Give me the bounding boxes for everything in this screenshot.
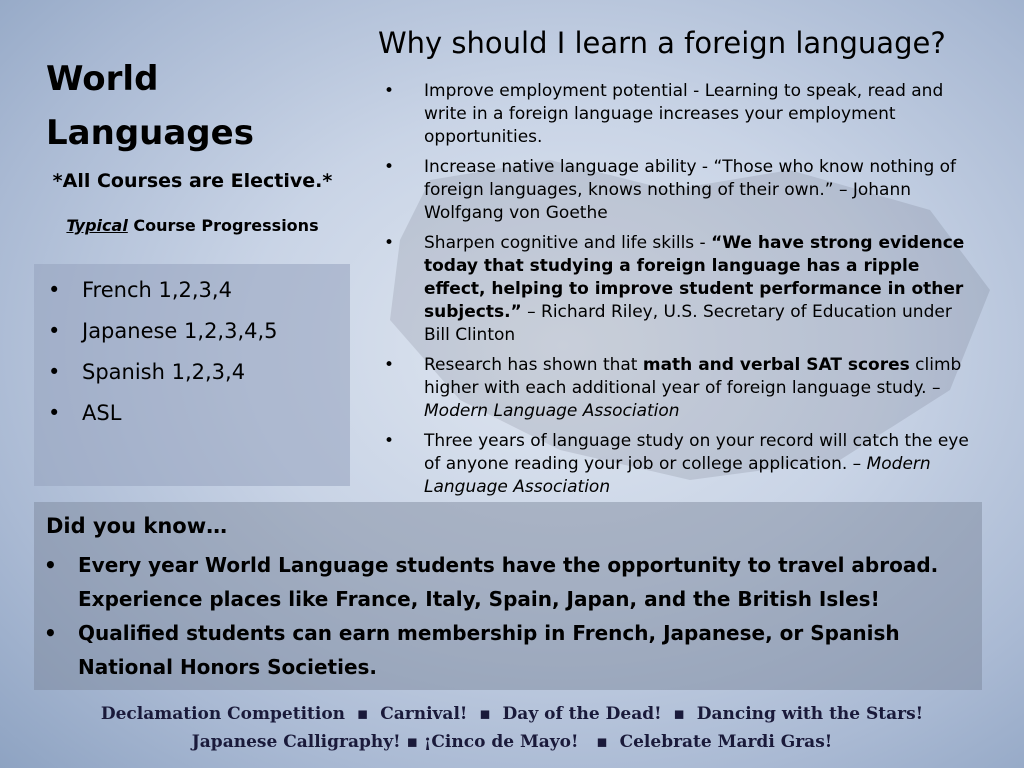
reason-attribution: – Richard Riley, U.S. Secretary of Education under Bill Clinton bbox=[424, 302, 952, 345]
reason-body: Improve employment potential - Learning to speak, read and write in a foreign language increases your employment opportunities. bbox=[424, 81, 944, 147]
did-you-know-box bbox=[34, 502, 982, 690]
events-line-2: Japanese Calligraphy! ▪ ¡Cinco de Mayo! ▪ Celebrate Mardi Gras! bbox=[191, 732, 833, 752]
course-label: Japanese 1,2,3,4,5 bbox=[82, 319, 278, 343]
bullet-icon: • bbox=[384, 81, 395, 101]
list-item bbox=[384, 156, 979, 225]
list-item bbox=[44, 548, 974, 616]
reason-source: Modern Language Association bbox=[424, 401, 680, 421]
list-item bbox=[48, 311, 350, 352]
list-item bbox=[384, 80, 979, 149]
bullet-icon: • bbox=[44, 621, 57, 645]
bullet-icon: • bbox=[44, 553, 57, 577]
title-line-1: World bbox=[46, 59, 159, 99]
bullet-icon: • bbox=[384, 355, 395, 375]
fact-text: Every year World Language students have the opportunity to travel abroad. Experience places like France, Italy, Spain, Japan, and the British Isles! bbox=[78, 553, 939, 611]
reason-body: Three years of language study on your record will catch the eye of anyone reading your job or college application. – bbox=[424, 431, 969, 474]
reason-body: Sharpen cognitive and life skills - bbox=[424, 233, 712, 253]
did-you-know-list bbox=[44, 548, 974, 684]
reason-text bbox=[424, 430, 979, 499]
bullet-icon: • bbox=[48, 401, 61, 425]
elective-note: *All Courses are Elective.* bbox=[52, 170, 333, 192]
bullet-icon: • bbox=[48, 360, 61, 384]
events-line-1: Declamation Competition ▪ Carnival! ▪ Day of the Dead! ▪ Dancing with the Stars! bbox=[100, 704, 924, 724]
why-heading: Why should I learn a foreign language? bbox=[378, 26, 946, 60]
list-item bbox=[384, 232, 979, 347]
course-progressions-heading bbox=[20, 216, 365, 235]
list-item bbox=[48, 270, 350, 311]
bullet-icon: • bbox=[384, 157, 395, 177]
bullet-icon: • bbox=[384, 431, 395, 451]
list-item bbox=[44, 616, 974, 684]
course-list bbox=[34, 264, 350, 434]
bullet-icon: • bbox=[48, 319, 61, 343]
course-label: Spanish 1,2,3,4 bbox=[82, 360, 246, 384]
page-title bbox=[46, 52, 346, 160]
list-item bbox=[48, 393, 350, 434]
progressions-label: Course Progressions bbox=[127, 216, 319, 235]
list-item bbox=[384, 354, 979, 423]
reason-body: Increase native language ability - “Those who know nothing of foreign languages, knows nothing of their own.” – Johann Wolfgang von Goethe bbox=[424, 157, 957, 223]
reason-continuation: climb higher with each additional year of foreign language study. – bbox=[424, 355, 962, 398]
bullet-icon: • bbox=[384, 233, 395, 253]
bullet-icon: • bbox=[48, 278, 61, 302]
reason-source: Modern Language Association bbox=[424, 454, 931, 497]
reason-text bbox=[424, 354, 979, 423]
course-label: ASL bbox=[82, 401, 122, 425]
list-item bbox=[384, 430, 979, 499]
fact-text: Qualified students can earn membership in French, Japanese, or Spanish National Honors Societies. bbox=[78, 621, 900, 679]
reasons-list bbox=[384, 80, 979, 506]
reason-text bbox=[424, 80, 979, 149]
reason-body: Research has shown that bbox=[424, 355, 643, 375]
did-you-know-heading: Did you know… bbox=[46, 514, 228, 538]
courses-box bbox=[34, 264, 350, 486]
reason-emphasis: math and verbal SAT scores bbox=[642, 355, 910, 375]
events-footer bbox=[20, 700, 1004, 756]
list-item bbox=[48, 352, 350, 393]
typical-label: Typical bbox=[66, 216, 128, 235]
title-line-2: Languages bbox=[46, 113, 254, 153]
reason-quote: “We have strong evidence today that studying a foreign language has a ripple effect, helping to improve student performance in other subjects.” bbox=[424, 233, 965, 322]
reason-text bbox=[424, 232, 979, 347]
reason-text bbox=[424, 156, 979, 225]
course-label: French 1,2,3,4 bbox=[82, 278, 232, 302]
